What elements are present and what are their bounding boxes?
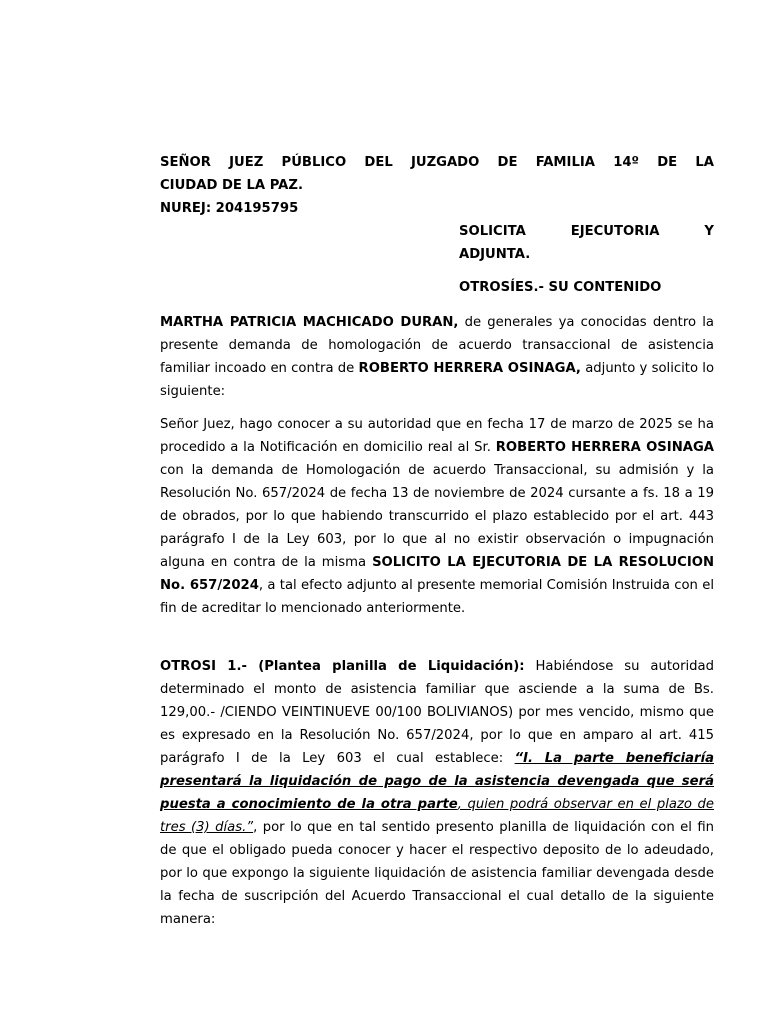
summary-line-2: ADJUNTA. — [459, 247, 531, 262]
summary-word-1: SOLICITA — [459, 224, 526, 239]
addressee-line-2: CIUDAD DE LA PAZ. — [160, 178, 303, 193]
summary-word-2: EJECUTORIA — [570, 224, 660, 239]
summary-line-1 — [459, 220, 714, 243]
petition-summary — [459, 220, 714, 299]
otrosies-heading: OTROSÍES.- SU CONTENIDO — [459, 280, 662, 295]
paragraph-introduction — [160, 311, 714, 403]
petitioner-name: MARTHA PATRICIA MACHICADO DURAN, — [160, 315, 459, 330]
intro-text-1: de generales ya conocidas dentro la presente demanda de homologación de acuerdo transaccional de asistencia familiar incoado en contra de — [160, 315, 714, 376]
otrosi-1-text-2: , por lo que en tal sentido presento planilla de liquidación con el fin de que el obligado pueda conocer y hacer el respectivo deposito de lo adeudado, por lo que expongo la siguiente liquidación de asistencia familiar devengada desde la fecha de suscripción del Acuerdo Transaccional el cual detallo de la siguiente manera: — [160, 820, 714, 927]
notification-text-3: , a tal efecto adjunto al presente memorial Comisión Instruida con el fin de acreditar lo mencionado anteriormente. — [160, 578, 715, 616]
intro-text-2: adjunto y solicito lo siguiente: — [160, 361, 715, 399]
addressee-line-1: SEÑOR JUEZ PÚBLICO DEL JUZGADO DE FAMILIA 14º DE LA — [160, 155, 714, 170]
notification-text-1: Señor Juez, hago conocer a su autoridad que en fecha 17 de marzo de 2025 se ha procedido a la Notificación en domicilio real al Sr. — [160, 417, 714, 455]
notification-text-2: con la demanda de Homologación de acuerdo Transaccional, su admisión y la Resolución No. 657/2024 de fecha 13 de noviembre de 2024 cursante a fs. 18 a 19 de obrados, por lo que habiendo transcurrido el plazo establecido por el art. 443 parágrafo I de la Ley 603, por lo que al no existir observación o impugnación alguna en contra de la misma — [160, 463, 714, 570]
addressee — [160, 151, 714, 220]
summary-word-3: Y — [704, 224, 714, 239]
execution-request: SOLICITO LA EJECUTORIA DE LA RESOLUCION No. 657/2024 — [160, 555, 714, 593]
law-quote-bold: “I. La parte beneficiaría presentará la liquidación de pago de la asistencia devengada que será puesta a conocimiento de la otra parte — [160, 751, 714, 812]
paragraph-otrosi-1 — [160, 655, 714, 931]
defendant-name: ROBERTO HERRERA OSINAGA, — [358, 361, 581, 376]
otrosi-1-text-1: Habiéndose su autoridad determinado el monto de asistencia familiar que asciende a la suma de Bs. 129,00.- /CIENDO VEINTINUEVE 00/100 BOLIVIANOS) por mes vencido, mismo que es expresado en la Resolución No. 657/2024, por lo que en amparo al art. 415 parágrafo I de la Ley 603 el cual establece: — [160, 659, 714, 766]
nurej-number: NUREJ: 204195795 — [160, 201, 299, 216]
law-quote-italic: , quien podrá observar en el plazo de tres (3) días.” — [160, 797, 714, 835]
paragraph-notification — [160, 413, 714, 620]
notified-defendant-name: ROBERTO HERRERA OSINAGA — [495, 440, 714, 455]
otrosi-1-heading: OTROSI 1.- (Plantea planilla de Liquidación): — [160, 659, 525, 674]
